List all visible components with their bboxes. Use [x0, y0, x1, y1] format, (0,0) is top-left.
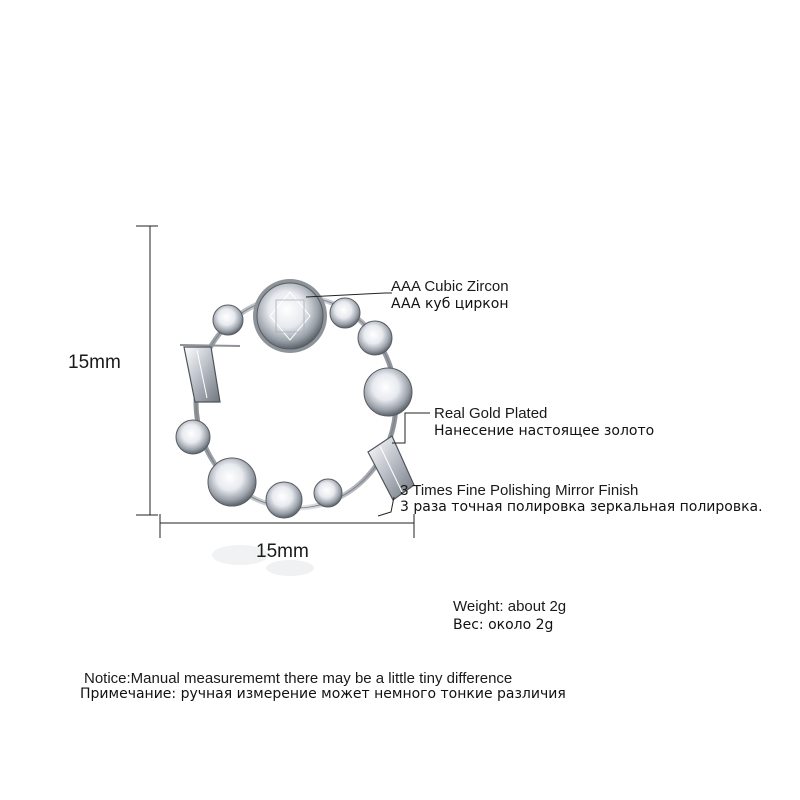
center-round-stone [253, 279, 327, 353]
round-stone [314, 479, 342, 507]
zircon-callout-en: AAA Cubic Zircon [391, 278, 509, 295]
round-stone [364, 368, 412, 416]
round-stone [213, 305, 243, 335]
finish-callout-ru: 3 раза точная полировка зеркальная полировка. [400, 499, 763, 515]
round-stone [208, 458, 256, 506]
zircon-callout-ru: AAA куб циркон [391, 296, 509, 312]
notice-ru: Примечание: ручная измерение может немного тонкие различия [80, 686, 566, 702]
height-dimension-line [136, 226, 158, 515]
baguette-stone [180, 345, 240, 402]
weight-en: Weight: about 2g [453, 598, 567, 615]
finish-callout-en: 3 Times Fine Polishing Mirror Finish [400, 482, 639, 499]
plating-callout-en: Real Gold Plated [434, 405, 548, 422]
round-stone [330, 298, 360, 328]
round-stone [266, 482, 302, 518]
plating-callout-ru: Нанесение настоящее золото [434, 423, 655, 439]
weight-ru: Вес: около 2g [453, 617, 554, 633]
notice-en: Notice:Manual measurememt there may be a little tiny difference [84, 670, 513, 687]
width-dimension-label: 15mm [256, 541, 309, 562]
round-stone [176, 420, 210, 454]
round-stone [358, 321, 392, 355]
height-dimension-label: 15mm [68, 352, 121, 373]
